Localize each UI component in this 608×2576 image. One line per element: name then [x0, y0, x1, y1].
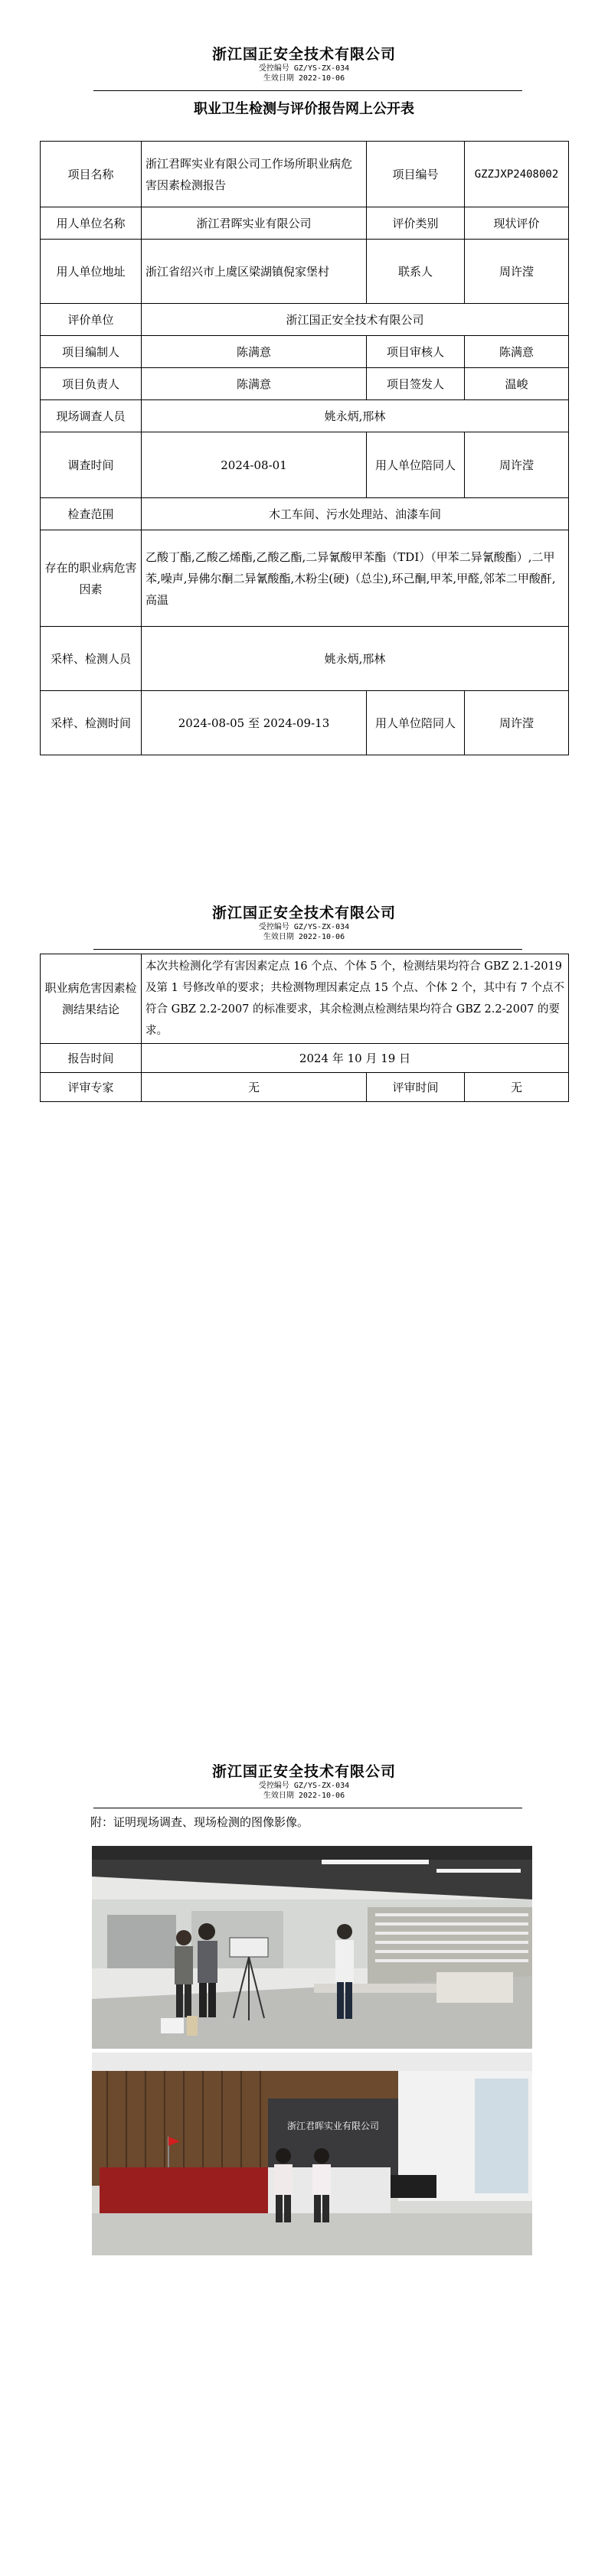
address: 浙江省绍兴市上虞区梁湖镇倪家堡村 [142, 240, 367, 304]
table-row [41, 627, 569, 691]
page-3 [0, 1717, 608, 2576]
scope: 木工车间、污水处理站、油漆车间 [142, 498, 569, 530]
sampler: 姚永炳,邢林 [142, 627, 569, 691]
surveyor: 姚永炳,邢林 [142, 400, 569, 432]
table-row [41, 954, 569, 1044]
page-2 [0, 859, 608, 1700]
contact: 周许滢 [465, 240, 569, 304]
employer-label: 用人单位名称 [41, 207, 142, 240]
issuer-label: 项目签发人 [367, 368, 465, 400]
table-row [41, 432, 569, 498]
accompany: 周许滢 [465, 432, 569, 498]
survey-time-label: 调查时间 [41, 432, 142, 498]
form-title: 职业卫生检测与评价报告网上公开表 [194, 101, 414, 117]
survey-time: 2024-08-01 [142, 432, 367, 498]
workshop-scene [92, 1846, 532, 2049]
header-rule [93, 90, 522, 91]
company-name: 浙江国正安全技术有限公司 [211, 1763, 396, 1780]
table-row [41, 1044, 569, 1073]
accompany-label: 用人单位陪同人 [367, 432, 465, 498]
leader: 陈满意 [142, 368, 367, 400]
reviewer-label: 项目审核人 [367, 336, 465, 368]
review-time: 无 [465, 1073, 569, 1102]
accompany2-label: 用人单位陪同人 [367, 691, 465, 755]
table-row [41, 336, 569, 368]
company-name: 浙江国正安全技术有限公司 [211, 905, 396, 921]
site-survey-photo [92, 1846, 532, 2049]
employer: 浙江君晖实业有限公司 [142, 207, 367, 240]
table-row [41, 400, 569, 432]
project-name-label: 项目名称 [41, 142, 142, 207]
compiler-label: 项目编制人 [41, 336, 142, 368]
sampler-label: 采样、检测人员 [41, 627, 142, 691]
project-no-label: 项目编号 [367, 142, 465, 207]
page-header [0, 902, 608, 942]
review-time-label: 评审时间 [367, 1073, 465, 1102]
page-header [0, 43, 608, 83]
table-row [41, 142, 569, 207]
reviewer: 陈满意 [465, 336, 569, 368]
table-row [41, 530, 569, 627]
sample-time-label: 采样、检测时间 [41, 691, 142, 755]
expert: 无 [142, 1073, 367, 1102]
eval-type: 现状评价 [465, 207, 569, 240]
eval-unit: 浙江国正安全技术有限公司 [142, 304, 569, 336]
result-table [40, 954, 569, 1102]
site-detection-photo [92, 2053, 532, 2255]
control-number: 受控编号 GZ/YS-ZX-034 [258, 64, 350, 73]
table-row [41, 1073, 569, 1102]
report-time: 2024 年 10 月 19 日 [142, 1044, 569, 1073]
issuer: 温峻 [465, 368, 569, 400]
expert-label: 评审专家 [41, 1073, 142, 1102]
leader-label: 项目负责人 [41, 368, 142, 400]
control-number: 受控编号 GZ/YS-ZX-034 [258, 923, 350, 931]
effective-date: 生效日期 2022-10-06 [263, 74, 345, 83]
disclosure-table [40, 141, 569, 755]
hazards-label: 存在的职业病危害因素 [41, 530, 142, 627]
contact-label: 联系人 [367, 240, 465, 304]
header-rule [93, 949, 522, 950]
eval-unit-label: 评价单位 [41, 304, 142, 336]
table-row [41, 498, 569, 530]
eval-type-label: 评价类别 [367, 207, 465, 240]
project-name: 浙江君晖实业有限公司工作场所职业病危害因素检测报告 [142, 142, 367, 207]
accompany2: 周许滢 [465, 691, 569, 755]
report-time-label: 报告时间 [41, 1044, 142, 1073]
control-number: 受控编号 GZ/YS-ZX-034 [258, 1782, 350, 1790]
attachment-caption: 附：证明现场调查、现场检测的图像影像。 [90, 1815, 309, 1829]
effective-date: 生效日期 2022-10-06 [263, 933, 345, 941]
hazards: 乙酸丁酯,乙酸乙烯酯,乙酸乙酯,二异氰酸甲苯酯（TDI）（甲苯二异氰酸酯）,二甲苯,噪声,异佛尔酮二异氰酸酯,木粉尘(硬)（总尘),环己酮,甲苯,甲醛,邻苯二甲酸酐,高温 [142, 530, 569, 627]
scope-label: 检查范围 [41, 498, 142, 530]
table-row [41, 240, 569, 304]
project-no: GZZJXP2408002 [465, 142, 569, 207]
table-row [41, 691, 569, 755]
result-text: 本次共检测化学有害因素定点 16 个点、个体 5 个，检测结果均符合 GBZ 2.1-2019 及第 1 号修改单的要求；共检测物理因素定点 15 个点、个体 2 个，其中有 7 个点不符合 GBZ 2.2-2007 的标准要求，其余检测点检测结果均符合 GBZ 2.2-2007 的要求。 [142, 954, 569, 1044]
company-name: 浙江国正安全技术有限公司 [211, 46, 396, 63]
effective-date: 生效日期 2022-10-06 [263, 1792, 345, 1800]
table-row [41, 207, 569, 240]
result-label: 职业病危害因素检测结果结论 [41, 954, 142, 1044]
page-header [0, 1760, 608, 1801]
reception-scene [92, 2053, 532, 2255]
table-row [41, 304, 569, 336]
page-1 [0, 0, 608, 842]
sample-time: 2024-08-05 至 2024-09-13 [142, 691, 367, 755]
table-row [41, 368, 569, 400]
surveyor-label: 现场调查人员 [41, 400, 142, 432]
compiler: 陈满意 [142, 336, 367, 368]
address-label: 用人单位地址 [41, 240, 142, 304]
company-sign: 浙江君晖实业有限公司 [286, 2121, 380, 2131]
